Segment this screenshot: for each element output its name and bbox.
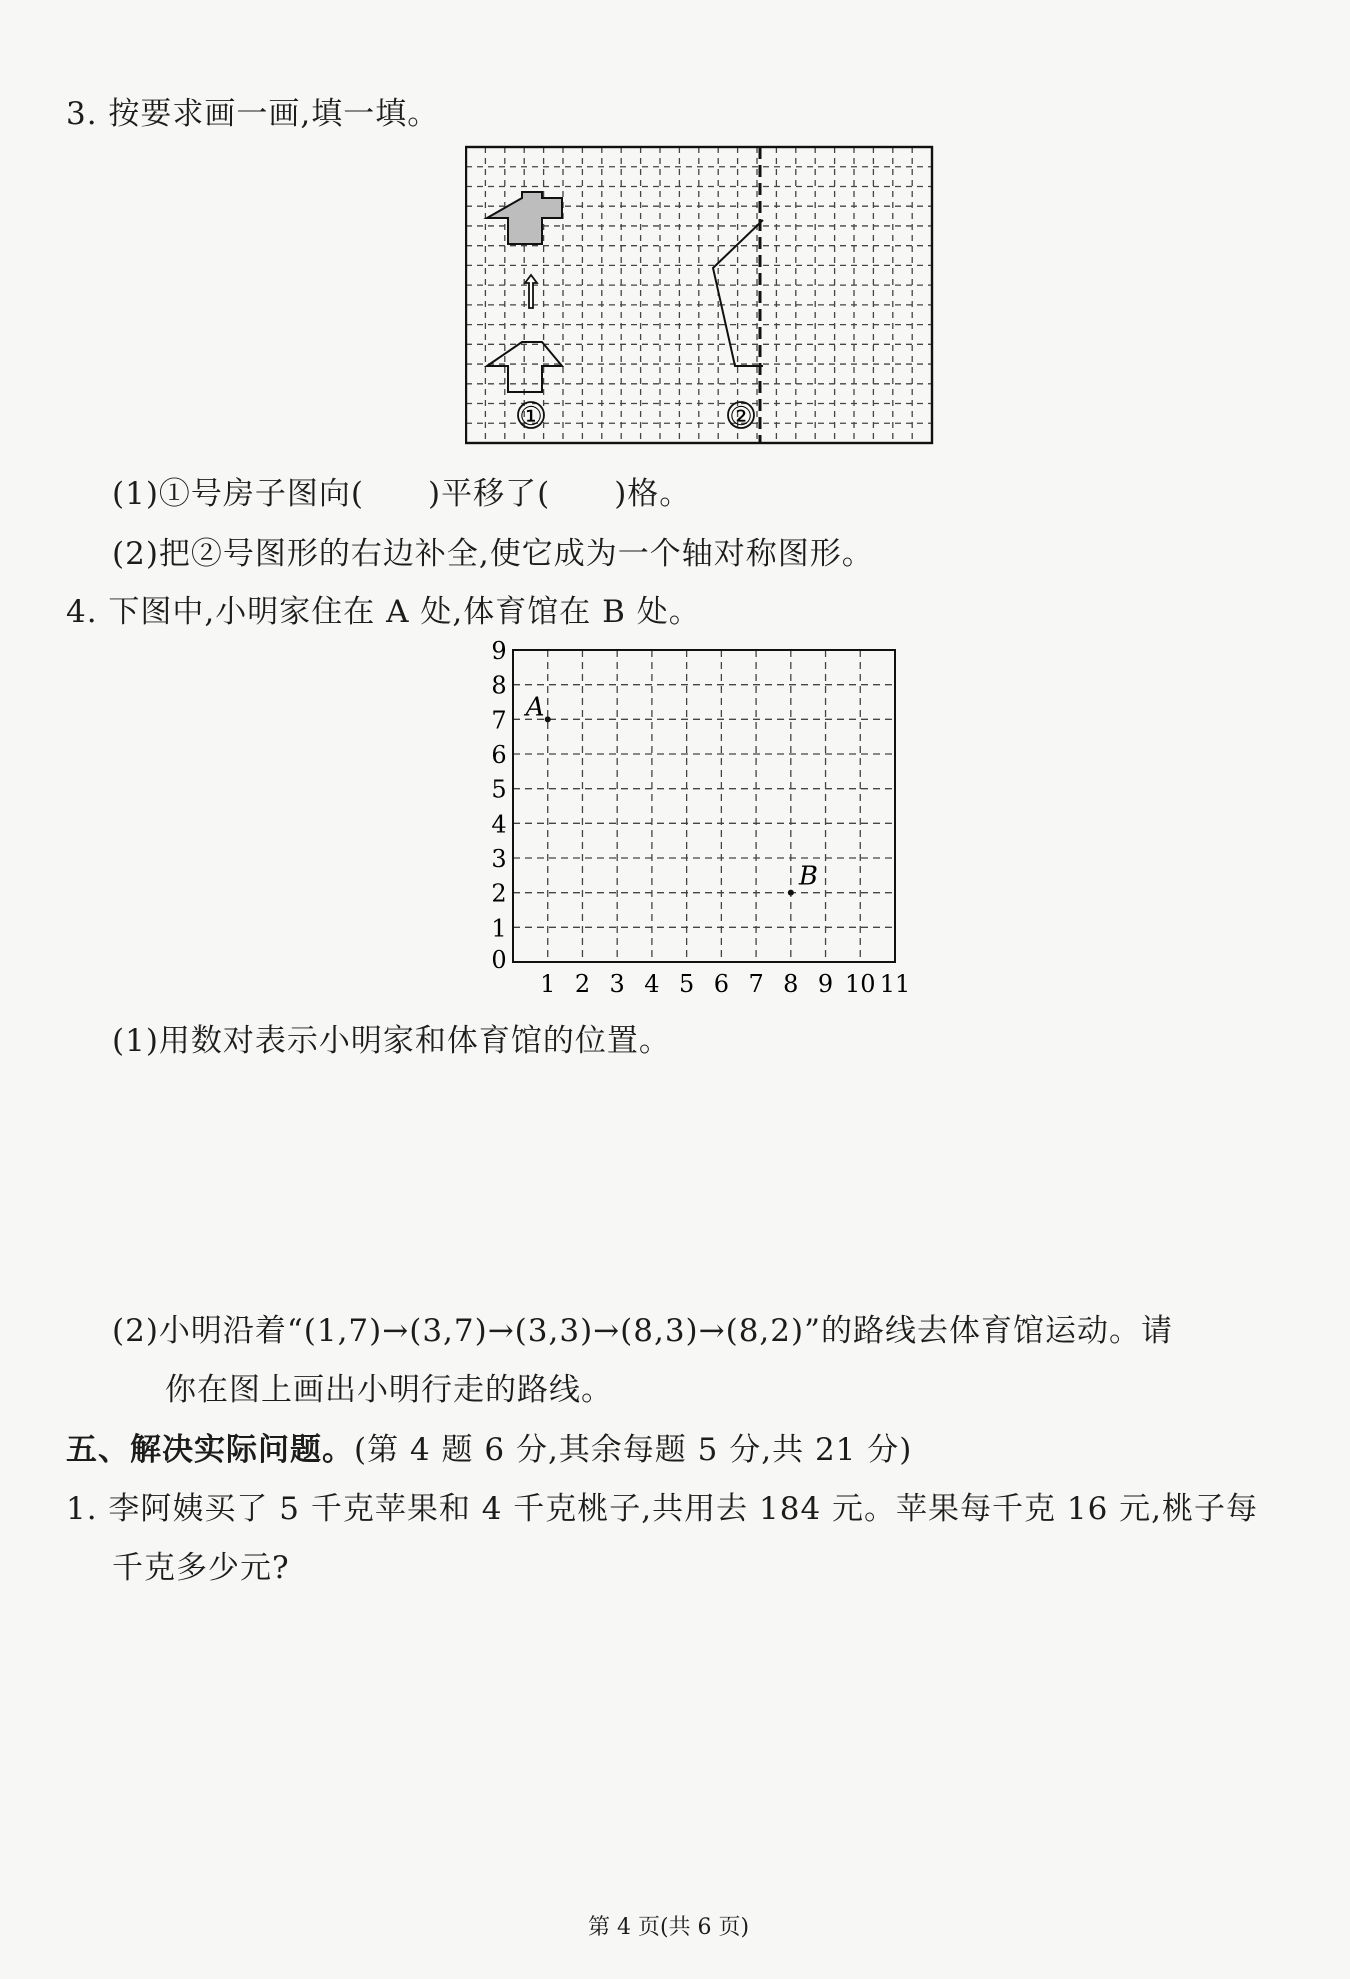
y-tick-label: 2 — [491, 879, 507, 908]
y-tick-label: 4 — [491, 810, 507, 839]
q3-sub1: (1)①号房子图向( )平移了( )格。 — [112, 476, 692, 512]
q3-title: 3. 按要求画一画,填一填。 — [66, 96, 440, 132]
section5-note: (第 4 题 6 分,其余每题 5 分,共 21 分) — [354, 1432, 913, 1468]
y-tick-label: 6 — [491, 741, 507, 769]
s5-q1-line1: 1. 李阿姨买了 5 千克苹果和 4 千克桃子,共用去 184 元。苹果每千克 16 元,桃子每 — [66, 1491, 1259, 1527]
point-A — [545, 716, 551, 722]
q4-sub2-line1: (2)小明沿着“(1,7)→(3,7)→(3,3)→(8,3)→(8,2)”的路线去体育馆运动。请 — [112, 1313, 1173, 1349]
y-tick-label: 8 — [491, 671, 507, 700]
x-tick-label: 11 — [879, 970, 911, 998]
section5-title: 五、解决实际问题。 — [66, 1432, 354, 1468]
x-tick-label: 7 — [748, 970, 764, 998]
house-shape-translated — [487, 192, 562, 244]
x-tick-label: 6 — [713, 970, 730, 998]
house-grid-figure — [465, 144, 935, 446]
y-tick-label: 1 — [491, 914, 507, 943]
label-2: ② — [729, 402, 753, 432]
q4-sub1: (1)用数对表示小明家和体育馆的位置。 — [112, 1023, 671, 1059]
x-tick-label: 1 — [540, 970, 556, 998]
s5-q1-line2: 千克多少元? — [112, 1550, 290, 1586]
x-tick-label: 8 — [783, 970, 799, 998]
x-tick-label: 5 — [678, 970, 695, 998]
x-tick-label: 10 — [844, 970, 876, 998]
y-tick-label: 5 — [491, 775, 507, 804]
x-tick-label: 0 — [491, 946, 507, 974]
section5-heading — [66, 1424, 912, 1469]
q4-sub2-line2: 你在图上画出小明行走的路线。 — [165, 1372, 613, 1408]
x-tick-label: 3 — [609, 970, 625, 998]
y-tick-label: 7 — [491, 706, 507, 735]
q4-title: 4. 下图中,小明家住在 A 处,体育馆在 B 处。 — [66, 594, 701, 630]
point-B — [788, 890, 794, 896]
label-1: ① — [519, 402, 543, 432]
x-tick-label: 2 — [574, 970, 591, 998]
up-arrow-icon — [525, 275, 537, 308]
point-label-B: B — [798, 861, 818, 892]
coord-border — [513, 650, 895, 962]
point-label-A: A — [525, 692, 545, 723]
page-footer: 第 4 页(共 6 页) — [588, 1915, 750, 1940]
y-tick-label: 9 — [491, 637, 507, 665]
x-tick-label: 4 — [644, 970, 660, 998]
coordinate-chart — [475, 636, 935, 1006]
coord-grid-lines — [513, 650, 895, 962]
y-tick-label: 3 — [491, 845, 507, 873]
x-tick-label: 9 — [817, 970, 834, 998]
q3-sub2: (2)把②号图形的右边补全,使它成为一个轴对称图形。 — [112, 536, 874, 572]
